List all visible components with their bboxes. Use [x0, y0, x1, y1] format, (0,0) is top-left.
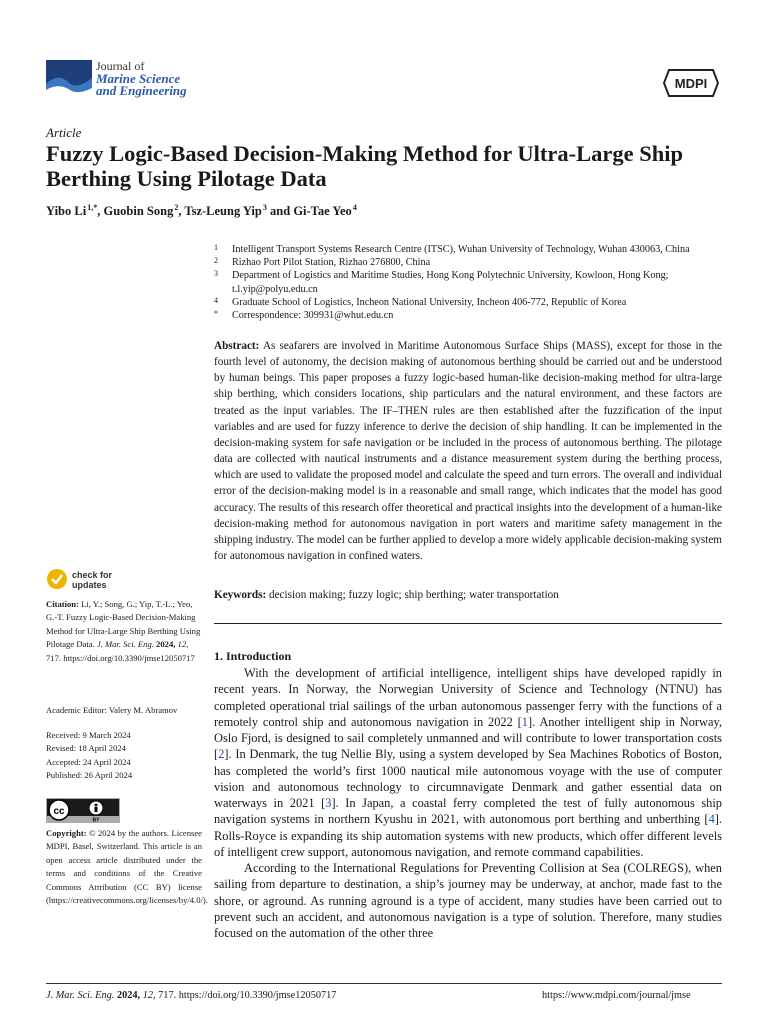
- affiliation-item: 1 Intelligent Transport Systems Research Centre (ITSC), Wuhan University of Technology, Wuhan 430063, China: [214, 243, 690, 255]
- footer-year: 2024,: [116, 990, 141, 1001]
- reference-link[interactable]: 1: [521, 714, 528, 729]
- section-divider: [214, 623, 722, 624]
- author-affil-mark: 2: [174, 203, 179, 212]
- citation-label: Citation:: [46, 599, 79, 609]
- author-affil-mark: 1,*: [87, 203, 98, 212]
- footer-journal-url[interactable]: https://www.mdpi.com/journal/jmse: [542, 990, 691, 1001]
- abstract-text: As seafarers are involved in Maritime Autonomous Surface Ships (MASS), except for those in the fourth level of autonomy, the decision making of autonomous berthing should be carried out and be understood by human beings. This paper proposes a fuzzy logic-based human-like decision-making method for ultra-large ship berthing, which considers locations, ship particulars and the natural environment, and these factors are treated as the input variables. The IF–THEN rules are then established after the fuzzification of the input variables and are used for fuzzy inference to derive the decision of ship handling. It can be implemented in the decision-making system for safe navigation or be included in the process of autonomous berthing. The pilotage data are collected with nautical instruments and a distance measurement system during the berthing process, which are used to validate the proposed model and calculate the speed and turn errors. The overall and individual error of the decision-making model is in a reasonable and small range, which indicates that the model has good accuracy. The results of this research offer theoretical and practical insights into the development of a human-like decision-making method for autonomous navigation in port waters and maritime safety management in the shipping industry. The model can be further applied to develop a more widely applicable decision-making system for autonomous navigation in confined waters.: [214, 340, 723, 563]
- author-affil-mark: 4: [352, 203, 357, 212]
- copyright-label: Copyright:: [46, 828, 87, 838]
- abstract: [214, 338, 722, 564]
- journal-name-line1: Journal of: [96, 59, 145, 73]
- check-for-updates-icon: [46, 568, 68, 590]
- journal-name-line3: and Engineering: [96, 83, 187, 98]
- svg-text:cc: cc: [53, 806, 65, 817]
- reference-link[interactable]: 3: [325, 796, 332, 810]
- svg-text:BY: BY: [92, 817, 100, 823]
- footer-doi[interactable]: 717. https://doi.org/10.3390/jmse12050717: [158, 990, 337, 1001]
- check-for-updates-button[interactable]: [46, 568, 126, 592]
- footer-divider: [46, 983, 722, 984]
- affiliation-item: 3 Department of Logistics and Maritime Studies, Hong Kong Polytechnic University, Kowloon, Hong Kong; t.l.yip@polyu.edu.cn: [214, 269, 669, 295]
- author-name[interactable]: Tsz-Leung Yip: [184, 204, 262, 219]
- revised-date: Revised: 18 April 2024: [46, 743, 126, 754]
- abstract-label: Abstract:: [214, 340, 260, 352]
- affiliation-list: [214, 243, 724, 322]
- introduction-body: [214, 665, 722, 941]
- keywords-text: decision making; fuzzy logic; ship berthing; water transportation: [269, 589, 559, 601]
- keywords: [214, 589, 722, 601]
- footer-volume: 12,: [142, 990, 156, 1001]
- publication-dates: [46, 729, 202, 783]
- affiliation-item: 2 Rizhao Port Pilot Station, Rizhao 276800, China: [214, 256, 431, 269]
- affiliation-item: 4 Graduate School of Logistics, Incheon National University, Incheon 406-772, Republic of Korea: [214, 295, 627, 308]
- author-list: Yibo Li $^{1,*}$, Guobin Song $^2$, Tsz-Leung Yip $^3$ and Gi-Tae Yeo $^4$: [46, 203, 357, 219]
- check-for-updates-line1: check for: [72, 570, 113, 580]
- citation-text: Li, Y.; Song, G.; Yip, T.-L.; Yeo, G.-T. Fuzzy Logic-Based Decision-Making Method for Ultra-Large Ship Berthing Using Pilotage Data.: [46, 599, 201, 650]
- reference-link[interactable]: 2: [218, 747, 225, 762]
- journal-logo-icon: [46, 60, 92, 100]
- journal-name-line2: Marine Science: [96, 70, 181, 86]
- citation-year: 2024,: [156, 639, 176, 650]
- paper-title: Fuzzy Logic-Based Decision-Making Method for Ultra-Large Ship Berthing Using Pilotage Data: [46, 141, 684, 191]
- footer-citation: [46, 990, 336, 1001]
- author-name[interactable]: Guobin Song: [103, 204, 174, 219]
- check-for-updates-line2: updates: [72, 580, 107, 590]
- accepted-date: Accepted: 24 April 2024: [46, 756, 131, 767]
- citation-volume: 12,: [177, 639, 189, 650]
- article-type: Article: [46, 125, 82, 140]
- cc-by-license-icon[interactable]: [46, 798, 120, 823]
- author-affil-mark: 3: [262, 203, 267, 212]
- copyright-notice: [46, 827, 208, 907]
- author-name[interactable]: Yibo Li: [46, 204, 87, 219]
- author-name[interactable]: Gi-Tae Yeo: [293, 204, 352, 219]
- keywords-label: Keywords:: [214, 589, 267, 601]
- mdpi-logo-icon: [663, 69, 719, 97]
- intro-paragraph: According to the International Regulations for Preventing Collision at Sea (COLREGS), when sailing from departure to destination, a ship’s journey may be underway, at anchor, made fast to the shore, or aground. As running aground is a type of accident, many studies have been carried out to prevent such an accident, and autonomous navigation is a type of solution. Therefore, many studies focused on the automation of the other three: [214, 861, 722, 940]
- section-heading-introduction: 1. Introduction: [214, 649, 292, 663]
- footer-journal: J. Mar. Sci. Eng.: [46, 990, 115, 1001]
- academic-editor: Academic Editor: Valery M. Abramov: [46, 705, 178, 715]
- published-date: Published: 26 April 2024: [46, 770, 133, 781]
- journal-name: [96, 60, 187, 98]
- intro-paragraph: With the development of artificial intelligence, intelligent ships have developed rapidly in recent years. In Norway, the Norwegian University of Science and Technology (NTNU) has completed operational trial sailings of the urban autonomous passenger ferry with the functions of a remotely control ship and autonomous navigation in 2022 [1]. Another intelligent ship in Norway, Oslo Fjord, is designed to sail completely unmanned and will contribute to lower transportation costs [2]. In Denmark, the tug Nellie Bly, using a system developed by Sea Machines Robotics of Boston, has completed the world’s first 1000 nautical mile autonomous voyage with the use of computer vision and autonomous technology to circumnavigate Denmark and gather essential data on waterways in 2021 [3]. In Japan, a coastal ferry completed the test of fully autonomous ship navigation systems in northern Kyushu in 2021, with autonomous port berthing and unberthing [4]. Rolls-Royce is expanding its ship automation systems with new products, which offer different levels of intelligent crew support, autonomous navigation, and remote command capabilities.: [214, 666, 722, 859]
- citation-journal: J. Mar. Sci. Eng.: [96, 639, 154, 650]
- received-date: Received: 9 March 2024: [46, 730, 131, 740]
- mdpi-logo-text: MDPI: [674, 76, 708, 91]
- citation-doi[interactable]: 717. https://doi.org/10.3390/jmse12050717: [46, 652, 195, 663]
- copyright-text: © 2024 by the authors. Licensee MDPI, Basel, Switzerland. This article is an open access article distributed under the terms and conditions of the Creative Commons Attribution (CC BY) license (https://creativecommons.org/licenses/by/4.0/).: [46, 828, 208, 906]
- reference-link[interactable]: 4: [708, 812, 715, 827]
- citation-block: [46, 598, 202, 665]
- correspondence-item: * Correspondence: 309931@whut.edu.cn: [214, 309, 394, 322]
